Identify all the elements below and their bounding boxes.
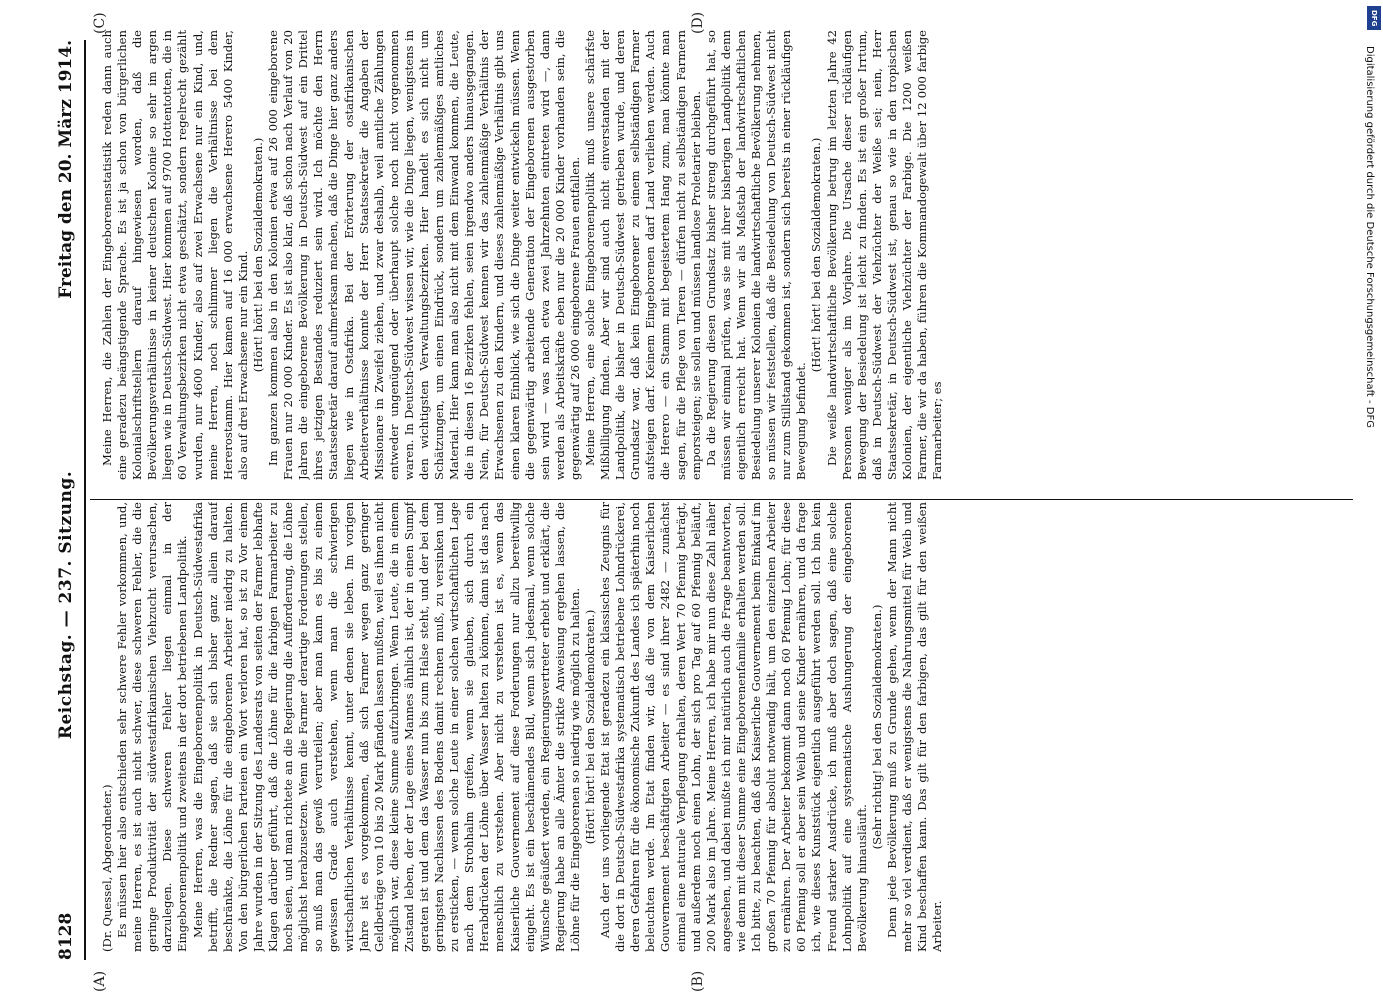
paragraph: Die weiße landwirtschaftliche Bevölkerung betrug im letzten Jahre 42 Personen weniger als im Vorjahre. Die Ursache dieser rückläufigen Bewegung der Besiedelung ist leicht zu finden. Es ist ein großer Irrtum, daß in Deutsch-Südwest der Viehzüchter der Weiße sei; nein, Herr Staatssekretär, in Deutsch-Südwest ist, genau so wie in den tropischen Kolonien, der eigentliche Viehzüchter der Farbige. Die 1200 weißen Farmer, die wir da haben, führen die Kommandogewalt über 12 000 farbige Farmarbeiter; es	[824, 30, 945, 480]
speaker-note: (Dr. Quessel, Abgeordneter.)	[100, 784, 114, 952]
session-date: Freitag den 20. März 1914.	[56, 40, 76, 299]
session-title: Reichstag. — 237. Sitzung.	[56, 470, 76, 740]
interjection: (Hört! hört! bei den Sozialdemokraten.)	[583, 609, 597, 845]
right-column	[100, 30, 1353, 480]
paragraph: Denn jede Bevölkerung muß zu Grunde gehen, wenn der Mann nicht mehr so viel verdient, daß er wenigstens die Nahrungsmittel für Weib und Kind beschaffen kann. Das gilt für den farbigen, das gilt für den weißen Arbeiter.	[884, 502, 945, 952]
interjection: (Hört! hört! bei den Sozialdemokraten.)	[809, 137, 824, 373]
dfg-logo: DFG	[1367, 6, 1381, 30]
marker-a: (A)	[92, 970, 108, 992]
paragraph: Im ganzen kommen also in den Kolonien etwa auf 26 000 eingeborene Frauen nur 20 000 Kinder. Es ist also klar, daß schon nach Verlauf von 20 Jahren die eingeborene Bevölkerung in Deutsch-Südwest auf ein Drittel ihres jetzigen Bestandes reduziert sein wird. Ich möchte den Herrn Staatssekretär darauf aufmerksam machen, daß die Dinge hier ganz anders liegen wie in Ostafrika. Bei der Erörterung der ostafrikanischen Arbeiterverhältnisse konnte der Herr Staatssekretär die Angaben der Missionare in Zweifel ziehen, und zwar deshalb, weil amtliche Zählungen entweder ungenügend oder überhaupt solche noch nicht vorgenommen waren. In Deutsch-Südwest wissen wir, wie die Dinge liegen, wenigstens in den wichtigsten Verwaltungsbezirken. Hier handelt es sich nicht um Schätzungen, um einen Eindrück, sondern um zahlenmäßiges amtliches Material. Hier kann man also nicht mit dem Einwand kommen, die Leute, die in diesen 16 Bezirken fehlen, seien irgendwo anders hinausgegangen. Nein, für Deutsch-Südwest kennen wir das zahlenmäßige Verhältnis der Erwachsenen zu den Kindern, und dieses zahlenmäßige Verhältnis gibt uns einen klaren Einblick, wie sich die Dinge weiter entwickeln müssen. Wenn die gegenwärtig arbeitende Generation der Eingeborenen ausgestorben sein wird — was nach etwa zwei Jahrzehnten eintreten wird —, dann werden als Arbeitskräfte eben nur die 20 000 Kinder vorhanden sein, die gegenwärtig auf 26 000 eingeborene Frauen entfallen.	[266, 30, 582, 480]
interjection: (Hört! hört! bei den Sozialdemokraten.)	[250, 137, 265, 373]
paragraph: Es müssen hier also entschieden sehr schwere Fehler vorkommen, und, meine Herren, es ist auch nicht schwer, diese schweren Fehler, die die geringe Produktivität der südwestafrikanischen Viehzucht verursachen, darzulegen. Diese schweren Fehler liegen einmal in der Eingeborenenpolitik und zweitens in der dort betriebenen Landpolitik.	[115, 502, 190, 952]
paragraph: Meine Herren, die Zahlen der Eingeborenenstatistik reden dann auch eine geradezu beängstigende Sprache. Es ist ja schon von bürgerlichen Kolonialschriftstellern darauf hingewiesen worden, daß die Bevölkerungsverhältnisse in keiner deutschen Kolonie so sehr im argen liegen wie in Deutsch-Südwest. Hier kommen auf 9700 Hottentotten, die in 60 Verwaltungsbezirken nicht etwa geschätzt, sondern regelrecht gezählt wurden, nur 4600 Kinder, also auf zwei Erwachsene nur ein Kind, und, meine Herren, noch schlimmer liegen die Verhältnisse bei dem Hererostamm. Hier kamen auf 16 000 erwachsene Herero 5400 Kinder, also auf drei Erwachsene nur ein Kind.	[100, 30, 250, 480]
digitization-note	[1361, 6, 1377, 994]
page-number: 8128	[56, 912, 76, 960]
paragraph: Meine Herren, eine solche Eingeborenenpolitik muß unsere schärfste Mißbilligung finden. Aber wir sind auch nicht einverstanden mit der Landpolitik, die bisher in Deutsch-Südwest getrieben wurde, und deren Grundsatz war, daß kein Eingeborener zu einem selbständigen Farmer aufsteigen darf. Keinem Eingeborenen darf Land verliehen werden. Auch die Herero — ein Stamm mit begeistertem Hang zum, man könnte man sagen, für die Pflege von Tieren — dürfen nicht zu selbständigen Farmern emporsteigen; sie sollen und müssen landlose Proletarier bleiben.	[583, 30, 703, 480]
page-header	[56, 40, 86, 960]
left-column	[100, 502, 1353, 952]
digitization-text: Digitalisierung gefördert durch die Deutsche Forschungsgemeinschaft - DFG	[1364, 46, 1375, 429]
paragraph: Meine Herren, was die Eingeborenenpolitik in Deutsch-Südwestafrika betrifft, die Redner sagen, daß sie sich bisher ganz allein darauf beschränkte, die Löhne für die eingeborenen Arbeiter niedrig zu halten. Von den bürgerlichen Parteien ein Wort verloren hat, so ist zu Vor einem Jahre wurden in der Sitzung des Landesrats von seiten der Farmer lebhafte Klagen darüber geführt, daß die Löhne für die farbigen Farmarbeiter zu hoch seien, und man richtete an die Regierung die Aufforderung, die Löhne möglichst herabzusetzen. Wenn die Farmer derartige Forderungen stellen, so muß man das gewiß verurteilen; aber man kann es bis zu einem gewissen Grade auch verstehen, wenn man die schwierigen wirtschaftlichen Verhältnisse kennt, unter denen sie leben. Im vorigen Jahre ist es vorgekommen, daß sich Farmer wegen ganz geringer Geldbeträge von 10 bis 20 Mark pfänden lassen mußten, weil es ihnen nicht möglich war, diese kleine Summe aufzubringen. Wenn Leute, die in einem Zustand leben, der der Lage eines Mannes ähnlich ist, der in einen Sumpf geraten ist und dem das Wasser nun bis zum Halse steht, und der bei dem geringsten Nachlassen des Bodens damit rechnen muß, zu versinken und zu ersticken, — wenn solche Leute in einer solchen wirtschaftlichen Lage nach dem Strohhalm greifen, wenn sie glauben, sich durch ein Herabdrücken der Löhne über Wasser halten zu können, dann ist das nach menschlich zu verstehen. Aber nicht zu verstehen ist es, wenn das Kaiserliche Gouvernement auf diese Forderungen nur allzu bereitwillig eingeht. Es ist ein beschämendes Bild, wenn sich jedesmal, wenn solche Wünsche geäußert werden, ein Regierungsvertreter erhebt und erklärt, die Regierung habe an alle Ämter die strikte Anweisung ergehen lassen, die Löhne für die Eingeborenen so niedrig wie möglich zu halten.	[190, 502, 582, 952]
marker-d: (D)	[690, 11, 706, 34]
paragraph: Auch der uns vorliegende Etat ist geradezu ein klassisches Zeugnis für die dort in Deutsch-Südwestafrika systematisch betriebene Lohndrückerei, deren Gefahren für die ökonomische Zukunft des Landes ich späterhin noch beleuchten werde. Im Etat finden wir, daß die von dem Kaiserlichen Gouvernement beschäftigten Arbeiter — es sind ihrer 2482 — zunächst einmal eine naturale Verpflegung erhalten, deren Wert 70 Pfennig beträgt, und außerdem noch einen Lohn, der sich pro Tag auf 60 Pfennig beläuft, 200 Mark also im Jahre. Meine Herren, ich habe mir nun diese Zahl näher angesehen, und dabei mußte ich mir natürlich auch die Frage beantworten, wie denn mit dieser Summe eine Eingeborenenfamilie erhalten werden soll. Ich bitte, zu beachten, daß das Kaiserliche Gouvernement beim Einkauf im großen 70 Pfennig für absolut notwendig hält, um den einzelnen Arbeiter zu ernähren. Der Arbeiter bekommt dann noch 60 Pfennig Lohn; für diese 60 Pfennig soll er aber sein Weib und seine Kinder ernähren, und da frage ich, wie dieses Kunststück eigentlich ausgeführt werden soll. Ich bin kein Freund starker Ausdrücke, ich muß aber doch sagen, daß eine solche Lohnpolitik auf eine systematische Aushungerung der eingeborenen Bevölkerung hinausläuft.	[598, 502, 869, 952]
paragraph: Da die Regierung diesen Grundsatz bisher streng durchgeführt hat, so müssen wir einmal prüfen, was sie mit ihrer bisherigen Landpolitik denn eigentlich erreicht hat. Wenn wir als Maßstab der landwirtschaftlichen Besiedelung unserer Kolonien die landwirtschaftliche Bevölkerung nehmen, so müssen wir feststellen, daß die Besiedelung von Deutsch-Südwest nicht nur zum Stillstand gekommen ist, sondern sich bereits in einer rückläufigen Bewegung befindet.	[703, 30, 809, 480]
interjection: (Sehr richtig! bei den Sozialdemokraten.)	[869, 604, 884, 850]
marker-c: (C)	[92, 12, 108, 34]
marker-b: (B)	[690, 970, 706, 992]
column-divider	[90, 499, 1353, 500]
